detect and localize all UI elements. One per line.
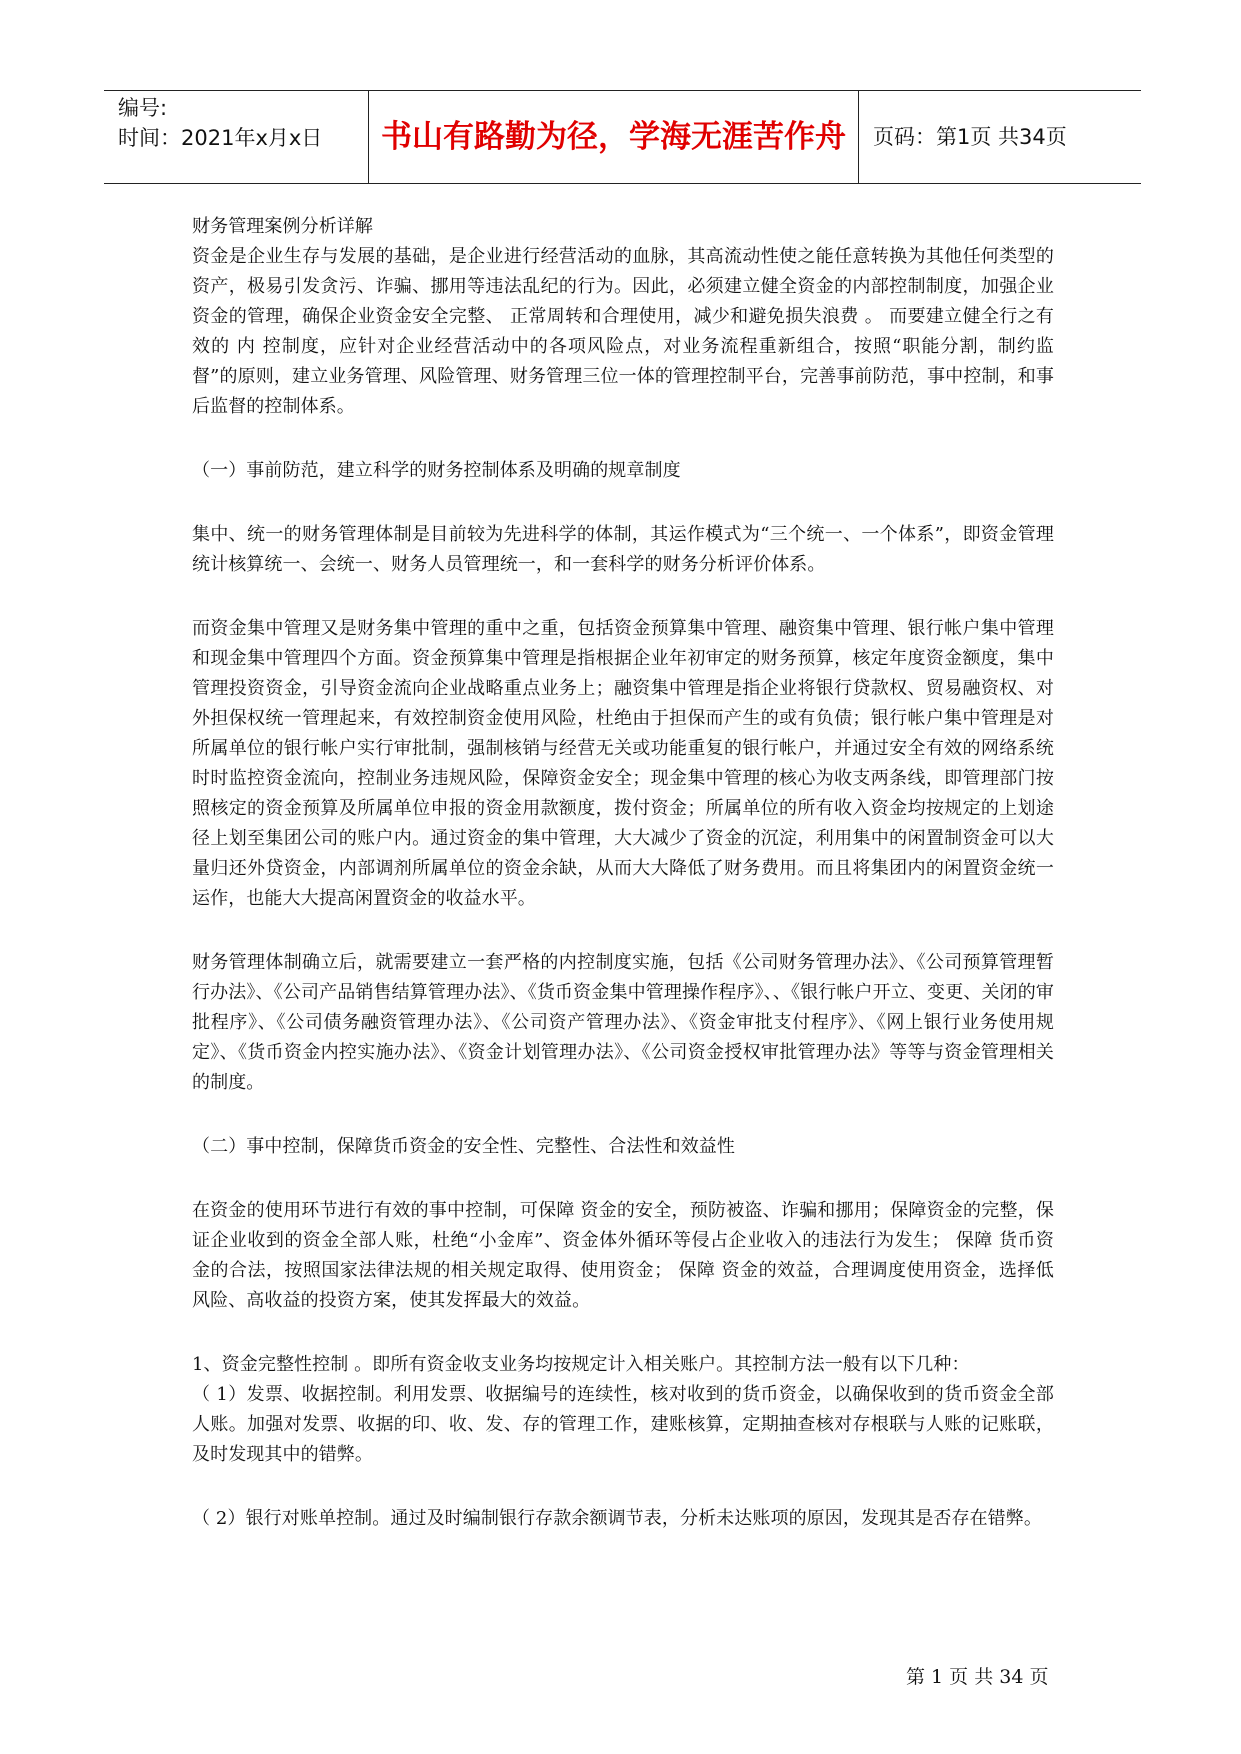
paragraph: （ 1）发票、收据控制。利用发票、收据编号的连续性，核对收到的货币资金，以确保收到的货币资金全部人账。加强对发票、收据的印、收、发、存的管理工作，建账核算，定期抽查核对存根联与人账的记账联，及时发现其中的错弊。	[192, 1384, 1054, 1465]
paragraph: 资金是企业生存与发展的基础，是企业进行经营活动的血脉，其高流动性使之能任意转换为其他任何类型的资产，极易引发贪污、诈骗、挪用等违法乱纪的行为。因此，必须建立健全资金的内部控制制度，加强企业资金的管理，确保企业资金安全完整、 正常周转和合理使用，减少和避免损失浪费 。 而要建立健全行之有效的 内 控制度，应针对企业经营活动中的各项风险点，对业务流程重新组合，按照“职能分割，制约监督”的原则，建立业务管理、风险管理、财务管理三位一体的管理控制平台，完善事前防范，事中控制，和事后监督的控制体系。	[192, 246, 1054, 417]
header-meta	[104, 91, 369, 183]
paragraph: 财务管理体制确立后，就需要建立一套严格的内控制度实施，包括《公司财务管理办法》、《公司预算管理暂行办法》、《公司产品销售结算管理办法》、《货币资金集中管理操作程序》、、《银行帐户开立、变更、关闭的审批程序》、《公司债务融资管理办法》、《公司资产管理办法》、《资金审批支付程序》、《网上银行业务使用规定》、《货币资金内控实施办法》、《资金计划管理办法》、《公司资金授权审批管理办法》等等与资金管理相关的制度。	[192, 952, 1054, 1093]
time-label: 时间：2021年x月x日	[118, 126, 323, 150]
page-header	[104, 90, 1141, 184]
section-heading: （二）事中控制，保障货币资金的安全性、完整性、合法性和效益性	[192, 1136, 735, 1157]
paragraph: 而资金集中管理又是财务集中管理的重中之重，包括资金预算集中管理、融资集中管理、银行帐户集中管理和现金集中管理四个方面。资金预算集中管理是指根据企业年初审定的财务预算，核定年度资金额度，集中管理投资资金，引导资金流向企业战略重点业务上；融资集中管理是指企业将银行贷款权、贸易融资权、对外担保权统一管理起来，有效控制资金使用风险，杜绝由于担保而产生的或有负债；银行帐户集中管理是对所属单位的银行帐户实行审批制，强制核销与经营无关或功能重复的银行帐户，并通过安全有效的网络系统时时监控资金流向，控制业务违规风险，保障资金安全；现金集中管理的核心为收支两条线，即管理部门按照核定的资金预算及所属单位申报的资金用款额度，拨付资金；所属单位的所有收入资金均按规定的上划途径上划至集团公司的账户内。通过资金的集中管理，大大减少了资金的沉淀，利用集中的闲置制资金可以大量归还外贷资金，内部调剂所属单位的资金余缺，从而大大降低了财务费用。而且将集团内的闲置资金统一运作，也能大大提高闲置资金的收益水平。	[192, 618, 1054, 909]
paragraph: 集中、统一的财务管理体制是目前较为先进科学的体制，其运作模式为“三个统一、一个体系”，即资金管理统计核算统一、会统一、财务人员管理统一，和一套科学的财务分析评价体系。	[192, 524, 1054, 575]
serial-label: 编号:	[118, 96, 168, 120]
header-motto: 书山有路勤为径，学海无涯苦作舟	[369, 91, 859, 183]
document-body	[192, 212, 1054, 1534]
document-title: 财务管理案例分析详解	[192, 216, 373, 237]
paragraph: 在资金的使用环节进行有效的事中控制，可保障 资金的安全，预防被盗、诈骗和挪用；保障资金的完整，保证企业收到的资金全部人账，杜绝“小金库”、资金体外循环等侵占企业收入的违法行为发生； 保障 货币资金的合法，按照国家法律法规的相关规定取得、使用资金； 保障 资金的效益，合理调度使用资金，选择低风险、高收益的投资方案，使其发挥最大的效益。	[192, 1200, 1054, 1311]
section-heading: （一）事前防范，建立科学的财务控制体系及明确的规章制度	[192, 460, 681, 481]
paragraph: 1、资金完整性控制 。即所有资金收支业务均按规定计入相关账户。其控制方法一般有以下几种：	[192, 1354, 970, 1375]
page-footer: 第 1 页 共 34 页	[906, 1666, 1049, 1688]
header-page-info: 页码：第1页 共34页	[873, 125, 1067, 149]
paragraph: （ 2）银行对账单控制。通过及时编制银行存款余额调节表，分析未达账项的原因，发现其是否存在错弊。	[192, 1508, 1042, 1529]
